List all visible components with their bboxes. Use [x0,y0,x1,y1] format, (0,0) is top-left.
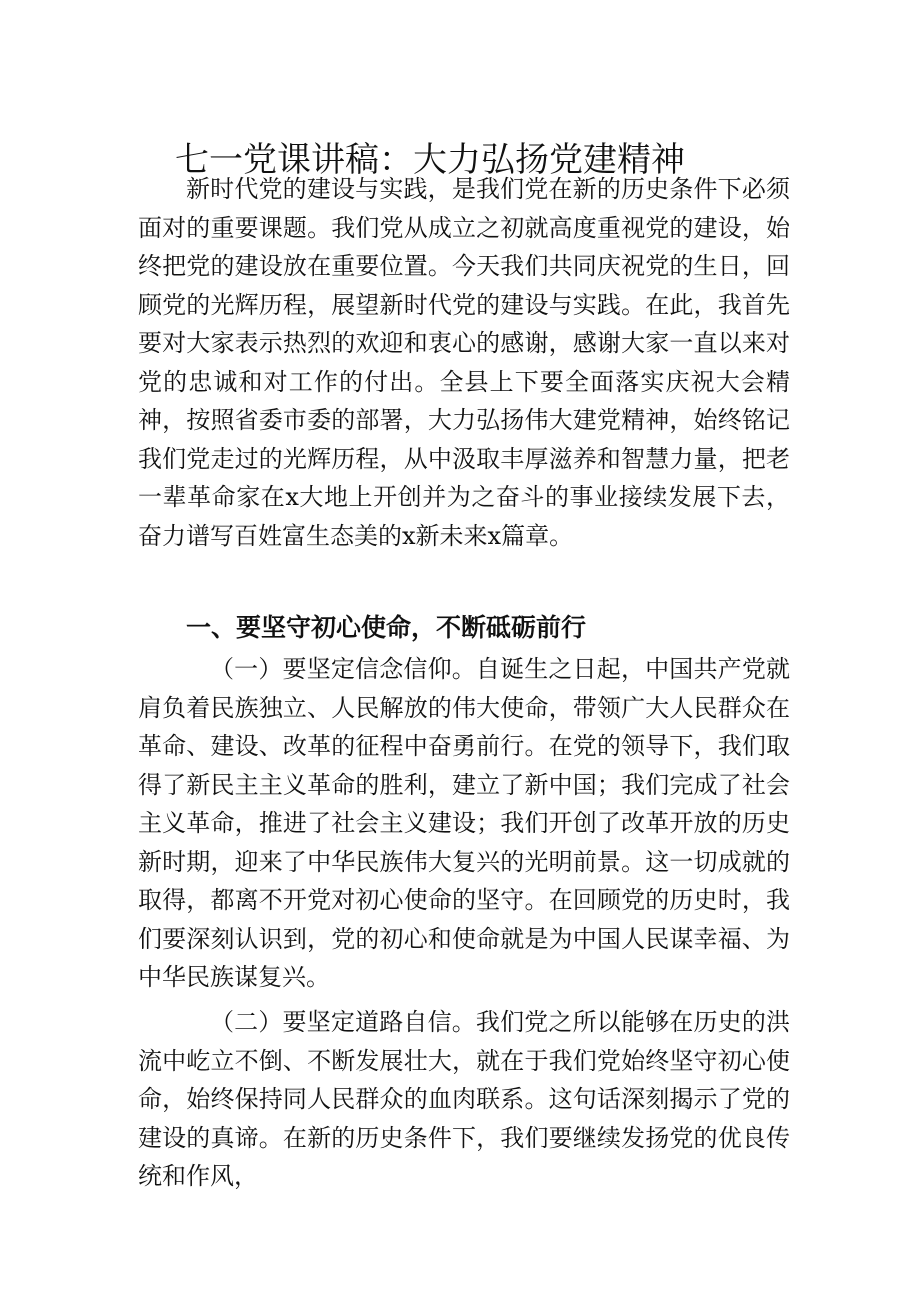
section-paragraph-1: （一）要坚定信念信仰。自诞生之日起，中国共产党就肩负着民族独立、人民解放的伟大使命，带领广大人民群众在革命、建设、改革的征程中奋勇前行。在党的领导下，我们取得了新民主主义革命的胜利，建立了新中国；我们完成了社会主义革命，推进了社会主义建设；我们开创了改革开放的历史新时期，迎来了中华民族伟大复兴的光明前景。这一切成就的取得，都离不开党对初心使命的坚守。在回顾党的历史时，我们要深刻认识到，党的初心和使命就是为中国人民谋幸福、为中华民族谋复兴。 [138,655,790,991]
page-title: 七一党课讲稿：大力弘扬党建精神 [175,139,685,180]
section-heading: 一、要坚守初心使命，不断砥砺前行 [186,613,587,642]
section-paragraph-2: （二）要坚定道路自信。我们党之所以能够在历史的洪流中屹立不倒、不断发展壮大，就在于我们党始终坚守初心使命，始终保持同人民群众的血肉联系。这句话深刻揭示了党的建设的真谛。在新的历史条件下，我们要继续发扬党的优良传统和作风， [138,1008,790,1190]
intro-paragraph: 新时代党的建设与实践，是我们党在新的历史条件下必须面对的重要课题。我们党从成立之初就高度重视党的建设，始终把党的建设放在重要位置。今天我们共同庆祝党的生日，回顾党的光辉历程，展望新时代党的建设与实践。在此，我首先要对大家表示热烈的欢迎和衷心的感谢，感谢大家一直以来对党的忠诚和对工作的付出。全县上下要全面落实庆祝大会精神，按照省委市委的部署，大力弘扬伟大建党精神，始终铭记我们党走过的光辉历程，从中汲取丰厚滋养和智慧力量，把老一辈革命家在x大地上开创并为之奋斗的事业接续发展下去，奋力谱写百姓富生态美的x新未来x篇章。 [138,175,790,550]
